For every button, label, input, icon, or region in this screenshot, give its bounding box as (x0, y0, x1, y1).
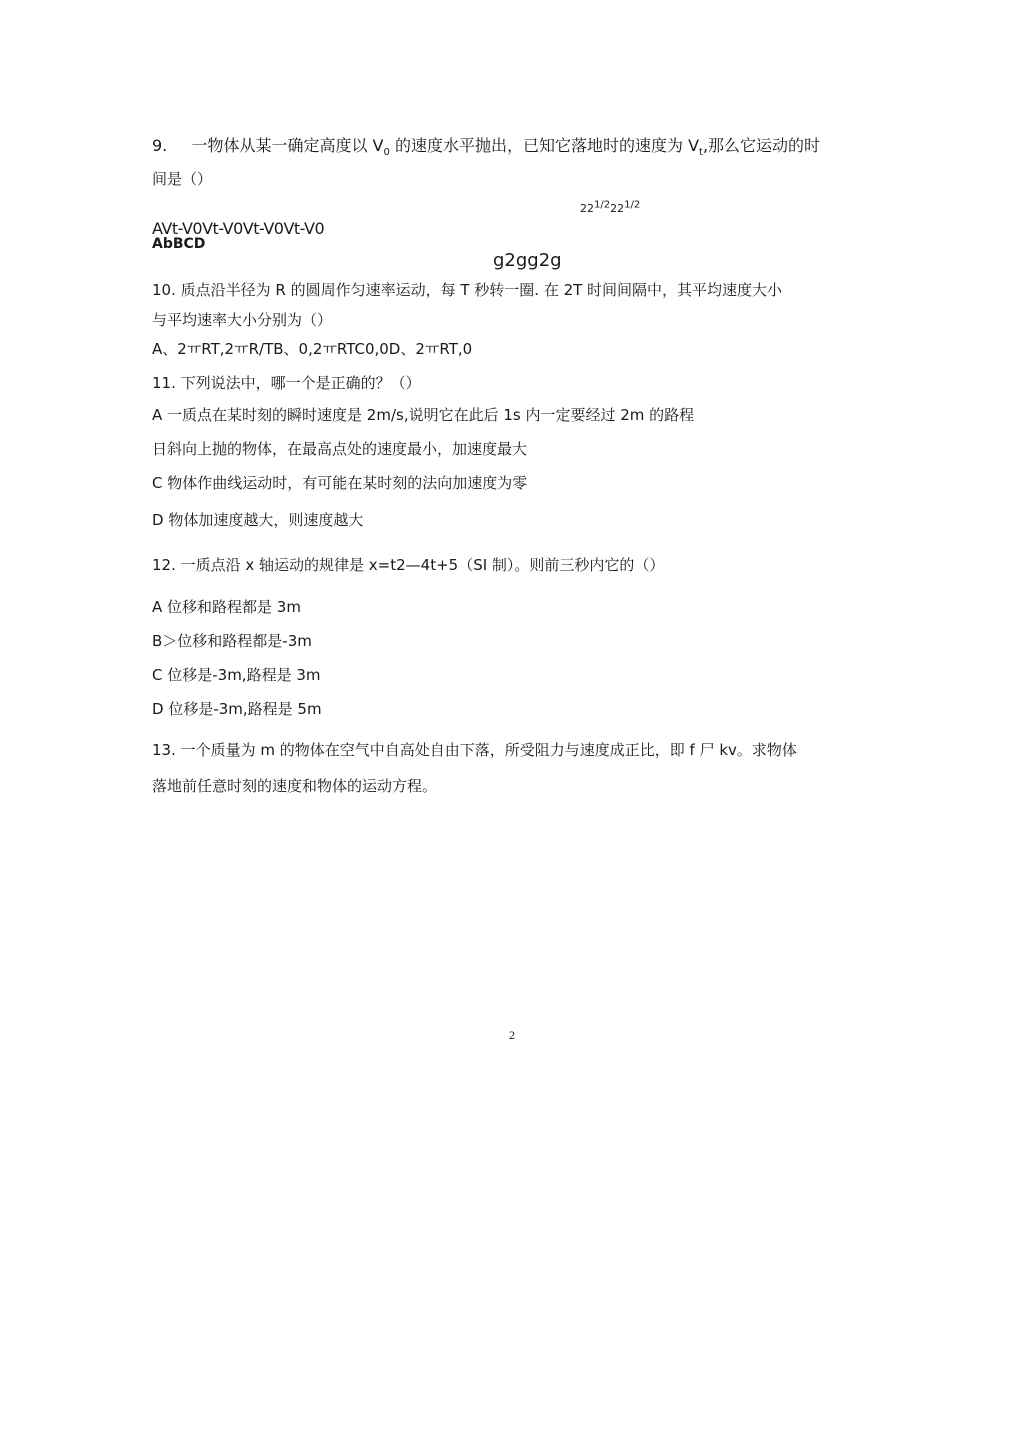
q11-line-1: 11. 下列说法中，哪一个是正确的？（） (152, 374, 421, 392)
q9-line-1 (152, 136, 821, 159)
q10-options: A、2ㅠRT,2ㅠR/TB、0,2ㅠRTC0,0D、2ㅠRT,0 (152, 340, 473, 358)
q12-option-a: A 位移和路程都是 3m (152, 598, 301, 616)
q11-option-b: 日斜向上抛的物体，在最高点处的速度最小，加速度最大 (152, 440, 528, 458)
q9-number: 9. (152, 136, 168, 155)
q13-line-2: 落地前任意时刻的速度和物体的运动方程。 (152, 777, 438, 795)
q11-option-a: A 一质点在某时刻的瞬时速度是 2m/s,说明它在此后 1s 内一定要经过 2m 的路程 (152, 406, 695, 424)
page-number: 2 (509, 1028, 515, 1042)
q10-line-1: 10. 质点沿半径为 R 的圆周作匀速率运动，每 T 秒转一圈. 在 2T 时间间隔中，其平均速度大小 (152, 281, 783, 299)
q9-denominators: g2gg2g (493, 250, 562, 271)
q9-line-2: 间是（） (152, 170, 213, 188)
q12-line-1: 12. 一质点沿 x 轴运动的规律是 x=t2—4t+5（SI 制）。则前三秒内它的（） (152, 556, 665, 574)
q9-vt: $V_t$ (688, 136, 703, 159)
q11-option-c: C 物体作曲线运动时，有可能在某时刻的法向加速度为零 (152, 474, 528, 492)
q10-line-2: 与平均速率大小分别为（） (152, 311, 333, 329)
q9-text-a: 一物体从某一确定高度以 (191, 136, 373, 155)
q9-options: AVt-V0Vt-V0Vt-V0Vt-V0 (152, 219, 325, 238)
q9-superscript-line: $22^{1/2}22^{1/2}$ (580, 199, 641, 215)
q9-text-c: ,那么它运动的时 (702, 136, 821, 155)
q11-option-d: D 物体加速度越大，则速度越大 (152, 511, 364, 529)
q12-option-b: B＞位移和路程都是-3m (152, 632, 312, 650)
q13-line-1: 13. 一个质量为 m 的物体在空气中自高处自由下落，所受阻力与速度成正比，即 f 尸 kv。求物体 (152, 741, 797, 759)
q9-option-labels: AbBCD (152, 236, 206, 252)
q12-option-c: C 位移是-3m,路程是 3m (152, 666, 321, 684)
q12-option-d: D 位移是-3m,路程是 5m (152, 700, 322, 718)
q9-text-b: 的速度水平抛出，已知它落地时的速度为 (389, 136, 689, 155)
q9-v0: $V_0$ (372, 136, 390, 159)
